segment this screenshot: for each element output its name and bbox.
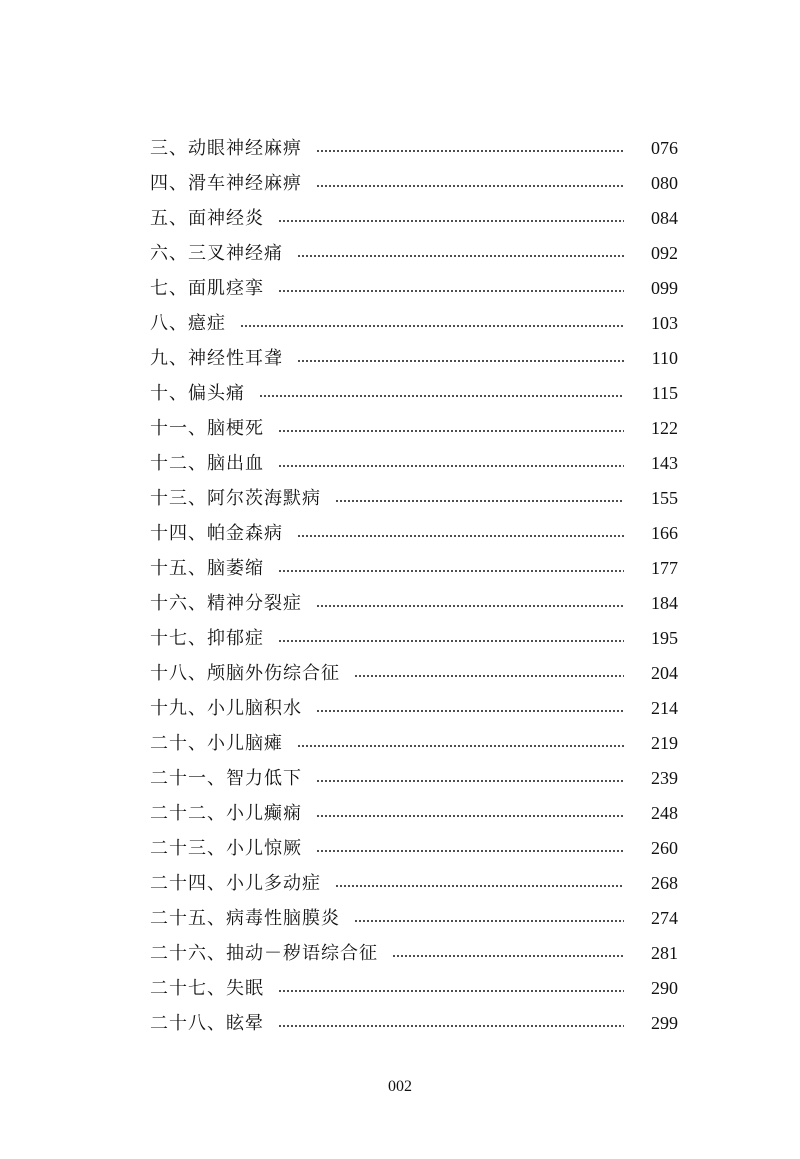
toc-entry-title: 十五、脑萎缩 [150,558,264,579]
dot-leader [278,220,624,222]
toc-entry-title: 十一、脑梗死 [150,418,264,439]
dot-leader [278,640,624,642]
toc-entry [150,761,678,796]
dot-leader [278,570,624,572]
page-number: 002 [388,1078,412,1095]
dot-leader [316,815,624,817]
toc-entry [150,586,678,621]
toc-entry-title: 五、面神经炎 [150,208,264,229]
dot-leader [316,850,624,852]
toc-entry-page: 143 [651,453,678,473]
toc-entry-title: 六、三叉神经痛 [150,243,283,264]
dot-leader [278,465,624,467]
dot-leader [354,920,624,922]
dot-leader [354,675,624,677]
toc-entry-page: 177 [651,558,678,578]
toc-entry [150,271,678,306]
toc-entry-page: 281 [651,943,678,963]
toc-entry [150,446,678,481]
toc-entry-page: 166 [651,523,678,543]
toc-entry [150,796,678,831]
dot-leader [278,990,624,992]
table-of-contents [150,131,678,1041]
dot-leader [278,1025,624,1027]
toc-entry-page: 299 [651,1013,678,1033]
toc-entry-page: 219 [651,733,678,753]
toc-entry-title: 十六、精神分裂症 [150,593,302,614]
toc-entry-page: 103 [651,313,678,333]
toc-entry-title: 八、癔症 [150,313,226,334]
dot-leader [278,290,624,292]
toc-entry [150,726,678,761]
toc-entry-title: 十四、帕金森病 [150,523,283,544]
toc-entry [150,166,678,201]
toc-entry [150,866,678,901]
dot-leader [297,535,624,537]
toc-entry-title: 九、神经性耳聋 [150,348,283,369]
dot-leader [316,185,624,187]
toc-entry [150,201,678,236]
toc-entry-title: 二十五、病毒性脑膜炎 [150,908,340,929]
toc-entry [150,656,678,691]
dot-leader [316,605,624,607]
toc-entry [150,236,678,271]
toc-entry [150,971,678,1006]
toc-entry [150,481,678,516]
dot-leader [335,500,624,502]
toc-entry-title: 七、面肌痉挛 [150,278,264,299]
toc-entry [150,901,678,936]
toc-entry-title: 十八、颅脑外伤综合征 [150,663,340,684]
toc-entry-title: 二十七、失眠 [150,978,264,999]
dot-leader [278,430,624,432]
toc-entry-page: 122 [651,418,678,438]
toc-entry-title: 三、动眼神经麻痹 [150,138,302,159]
dot-leader [259,395,624,397]
toc-entry-title: 十三、阿尔茨海默病 [150,488,321,509]
toc-entry [150,411,678,446]
dot-leader [316,150,624,152]
toc-entry-page: 239 [651,768,678,788]
toc-entry-page: 274 [651,908,678,928]
toc-entry [150,131,678,166]
toc-entry [150,551,678,586]
toc-entry-page: 260 [651,838,678,858]
toc-entry-page: 204 [651,663,678,683]
dot-leader [316,710,624,712]
toc-entry-title: 二十、小儿脑瘫 [150,733,283,754]
toc-entry-title: 二十四、小儿多动症 [150,873,321,894]
toc-entry [150,691,678,726]
toc-entry [150,516,678,551]
toc-entry [150,1006,678,1041]
toc-entry-title: 十九、小儿脑积水 [150,698,302,719]
toc-entry-title: 二十六、抽动－秽语综合征 [150,943,378,964]
toc-entry-title: 二十二、小儿癫痫 [150,803,302,824]
toc-entry [150,306,678,341]
toc-entry-title: 十、偏头痛 [150,383,245,404]
toc-entry [150,831,678,866]
toc-entry-page: 268 [651,873,678,893]
toc-entry-title: 二十八、眩晕 [150,1013,264,1034]
toc-entry-page: 214 [651,698,678,718]
toc-entry-page: 248 [651,803,678,823]
dot-leader [297,360,624,362]
dot-leader [316,780,624,782]
toc-entry-page: 184 [651,593,678,613]
dot-leader [297,745,624,747]
toc-entry-title: 十七、抑郁症 [150,628,264,649]
toc-entry-page: 092 [651,243,678,263]
toc-entry-title: 十二、脑出血 [150,453,264,474]
toc-entry-page: 290 [651,978,678,998]
toc-entry-page: 155 [651,488,678,508]
dot-leader [392,955,624,957]
toc-entry [150,376,678,411]
toc-entry-page: 115 [651,383,678,403]
toc-entry-page: 110 [651,348,678,368]
dot-leader [335,885,624,887]
toc-entry-page: 080 [651,173,678,193]
toc-entry-title: 二十三、小儿惊厥 [150,838,302,859]
toc-entry [150,341,678,376]
toc-entry [150,936,678,971]
toc-entry-page: 076 [651,138,678,158]
toc-entry-page: 099 [651,278,678,298]
toc-entry [150,621,678,656]
toc-entry-title: 二十一、智力低下 [150,768,302,789]
toc-entry-page: 195 [651,628,678,648]
dot-leader [297,255,624,257]
toc-entry-page: 084 [651,208,678,228]
dot-leader [240,325,624,327]
toc-entry-title: 四、滑车神经麻痹 [150,173,302,194]
